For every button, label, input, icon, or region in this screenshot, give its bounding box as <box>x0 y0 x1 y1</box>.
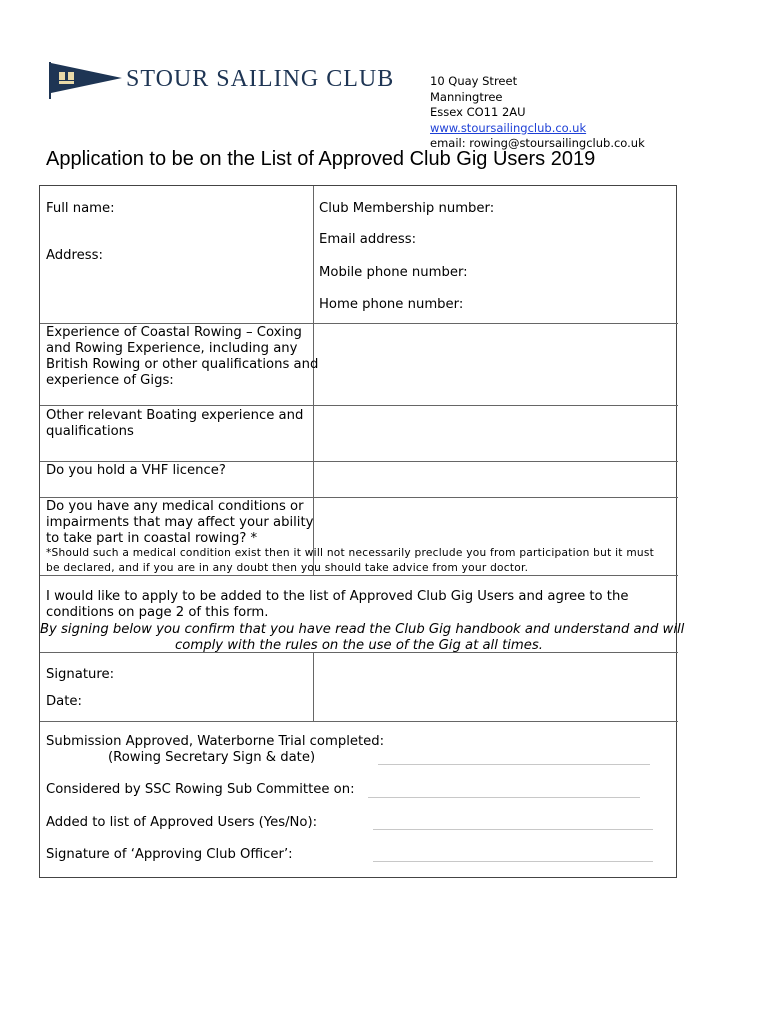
approving-officer-signature-line[interactable] <box>373 861 653 862</box>
experience-label-line: British Rowing or other qualifications and <box>46 357 319 372</box>
email-contact: email: rowing@stoursailingclub.co.uk <box>430 136 645 150</box>
submission-approved-line[interactable] <box>378 764 650 765</box>
vhf-licence-field[interactable] <box>318 464 674 494</box>
signature-label: Signature: <box>46 667 115 682</box>
address-line: 10 Quay Street <box>430 74 518 88</box>
date-label: Date: <box>46 694 82 709</box>
approving-officer-signature-label: Signature of ‘Approving Club Officer’: <box>46 847 293 862</box>
medical-footnote-line: *Should such a medical condition exist then it will not necessarily preclude you from participation but it must <box>46 547 655 559</box>
vhf-licence-label: Do you hold a VHF licence? <box>46 463 226 478</box>
other-experience-label-line: qualifications <box>46 424 134 439</box>
added-to-list-label: Added to list of Approved Users (Yes/No): <box>46 815 318 830</box>
club-address-block <box>430 74 645 152</box>
full-name-label: Full name: <box>46 201 115 216</box>
medical-footnote-line: be declared, and if you are in any doubt then you should take advice from your doctor. <box>46 562 529 574</box>
full-name-field[interactable] <box>46 218 308 242</box>
other-experience-label-line: Other relevant Boating experience and <box>46 408 304 423</box>
website-link[interactable]: www.stoursailingclub.co.uk <box>430 120 587 135</box>
experience-label-line: experience of Gigs: <box>46 373 174 388</box>
address-line: Manningtree <box>430 89 503 104</box>
declaration-line: conditions on page 2 of this form. <box>46 605 269 620</box>
club-burgee-flag-icon <box>48 60 124 100</box>
application-form <box>39 185 685 878</box>
club-name: STOUR SAILING CLUB <box>126 66 395 92</box>
signature-field[interactable] <box>318 655 674 717</box>
submission-approved-label: Submission Approved, Waterborne Trial completed: <box>46 734 385 749</box>
confirmation-line: By signing below you confirm that you have read the Club Gig handbook and understand and will <box>40 622 685 637</box>
address-line: Essex CO11 2AU <box>430 105 526 119</box>
home-phone-label: Home phone number: <box>319 297 464 312</box>
email-address-label: Email address: <box>319 232 417 247</box>
added-to-list-line[interactable] <box>373 829 653 830</box>
declaration-line: I would like to apply to be added to the list of Approved Club Gig Users and agree to the <box>46 589 629 604</box>
rowing-secretary-note: (Rowing Secretary Sign & date) <box>108 750 316 765</box>
confirmation-line: comply with the rules on the use of the Gig at all times. <box>175 638 543 653</box>
medical-label-line: impairments that may affect your ability <box>46 515 314 530</box>
address-label: Address: <box>46 248 103 263</box>
experience-label-line: Experience of Coastal Rowing – Coxing <box>46 325 302 340</box>
medical-label-line: to take part in coastal rowing? * <box>46 531 258 546</box>
other-experience-field[interactable] <box>318 408 674 458</box>
address-field[interactable] <box>46 266 308 318</box>
experience-label-line: and Rowing Experience, including any <box>46 341 298 356</box>
experience-field[interactable] <box>318 326 674 402</box>
medical-label-line: Do you have any medical conditions or <box>46 499 304 514</box>
medical-conditions-field[interactable] <box>318 500 674 544</box>
page-title: Application to be on the List of Approved Club Gig Users 2019 <box>46 148 596 170</box>
mobile-phone-label: Mobile phone number: <box>319 265 468 280</box>
committee-considered-line[interactable] <box>368 797 640 798</box>
committee-considered-label: Considered by SSC Rowing Sub Committee on: <box>46 782 355 797</box>
membership-number-label: Club Membership number: <box>319 201 495 216</box>
